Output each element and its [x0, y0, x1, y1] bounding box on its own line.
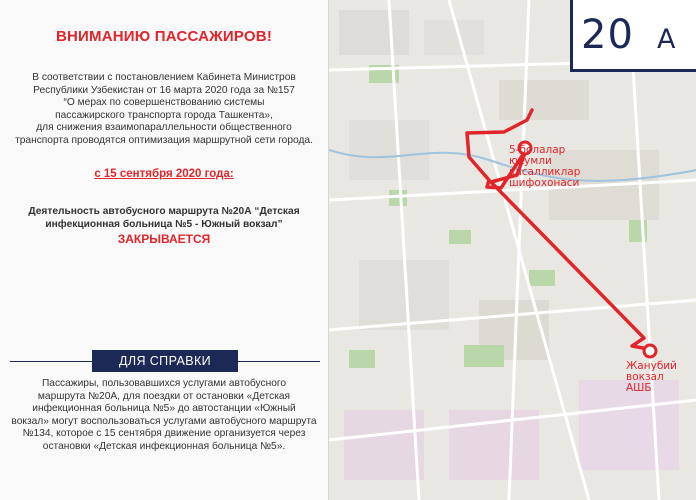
route-line: Деятельность автобусного маршрута №20А “Детская [28, 206, 300, 217]
start-stop-label-line: юкумли [509, 155, 552, 167]
route-map [328, 0, 696, 500]
info-line: Пассажиры, пользовавшихся услугами автобусного [41, 378, 287, 389]
intro-line: пассажирского транспорта города Ташкента», [55, 109, 273, 121]
end-stop-label-line: Жанубий [626, 360, 677, 372]
start-stop-label [509, 145, 580, 189]
info-line: остановки «Детская инфекционная больница №5». [42, 440, 286, 452]
notice-panel [0, 0, 328, 500]
info-divider-right [238, 361, 320, 362]
route-end-stop-marker [644, 345, 656, 357]
info-divider-left [10, 361, 92, 362]
info-heading: ДЛЯ СПРАВКИ [92, 350, 238, 372]
info-line: вокзал» могут воспользоваться услугами автобусного маршрута [11, 415, 317, 427]
closure-notice: ЗАКРЫВАЕТСЯ [117, 232, 211, 246]
intro-paragraph [8, 72, 320, 148]
info-line: инфекционная больница №5» до автостанции «Южный [32, 403, 296, 415]
intro-line: для снижения взаимопараллельности общественного [36, 122, 292, 134]
route-description [10, 206, 318, 232]
intro-line: Республики Узбекистан от 16 марта 2020 года за №157 [33, 84, 295, 96]
info-paragraph [10, 378, 318, 454]
map-svg [329, 0, 696, 500]
start-stop-label-line: 5-болалар [509, 144, 566, 156]
end-stop-label [626, 361, 677, 394]
info-line: №134, которое с 15 сентября движение организуется через [22, 428, 306, 440]
start-stop-label-line: шифохонаси [509, 177, 580, 189]
intro-line: “О мерах по совершенствованию системы [63, 97, 265, 109]
route-number: 20 [581, 12, 634, 58]
route-suffix: A [657, 24, 676, 55]
effective-date: с 15 сентября 2020 года: [94, 168, 234, 180]
intro-line: транспорта проводятся оптимизация маршрутной сети города. [15, 134, 313, 146]
route-line: инфекционная больница №5 - Южный вокзал” [45, 218, 283, 230]
intro-line: В соответствии с постановлением Кабинета Министров [32, 72, 296, 83]
end-stop-label-line: вокзал [626, 371, 664, 383]
start-stop-label-line: касалликлар [509, 166, 581, 178]
end-stop-label-line: АШБ [626, 382, 652, 394]
info-line: маршрута №20А, для поездки от остановки «Детская [37, 390, 291, 402]
notice-title: ВНИМАНИЮ ПАССАЖИРОВ! [55, 28, 273, 45]
route-number-badge [570, 0, 696, 72]
